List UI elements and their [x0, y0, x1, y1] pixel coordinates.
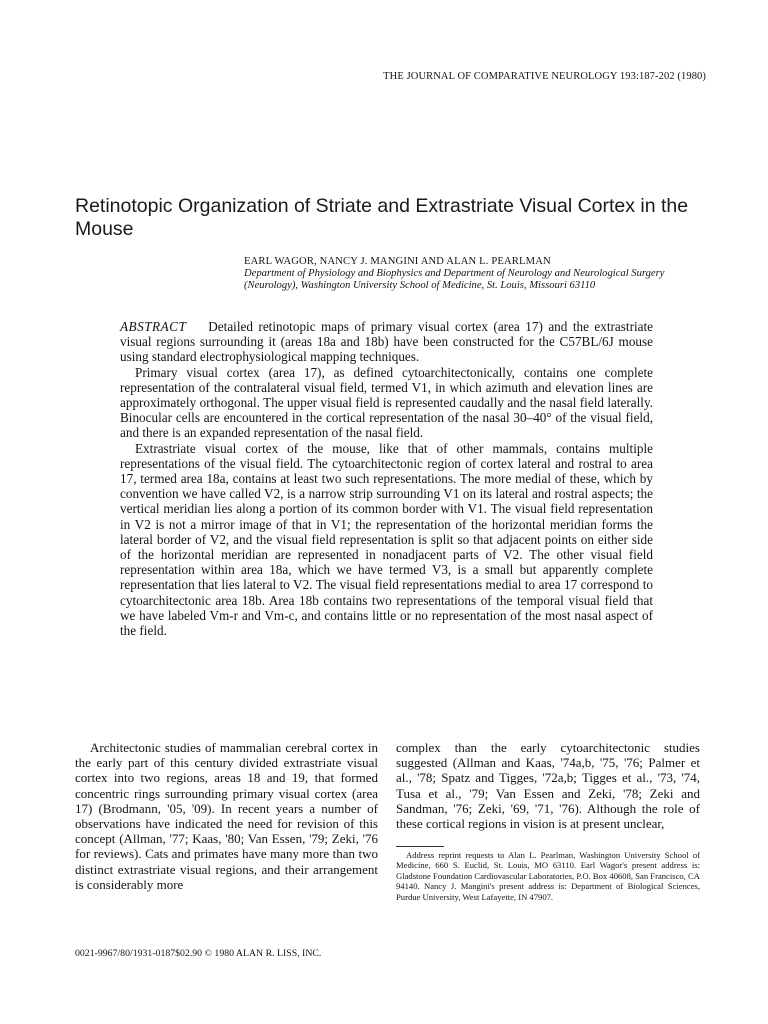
- author-list: EARL WAGOR, NANCY J. MANGINI AND ALAN L. PEARLMAN: [244, 256, 551, 267]
- footnote: [396, 850, 700, 902]
- journal-reference: THE JOURNAL OF COMPARATIVE NEUROLOGY 193:187-202 (1980): [383, 71, 706, 82]
- reprint-address-note: Address reprint requests to Alan L. Pearlman, Washington University School of Medicine, 660 S. Euclid, St. Louis, MO 63110. Earl Wagor's present address is: Gladstone Foundation Cardiovascular Laboratories, P.O. Box 40608, San Francisco, CA 94140. Nancy J. Mangini's present address is: Department of Biological Sciences, Purdue University, West Lafayette, IN 47907.: [396, 850, 700, 902]
- intro-paragraph: Architectonic studies of mammalian cerebral cortex in the early part of this century divided extrastriate visual cortex into two regions, areas 18 and 19, that formed concentric rings surrounding primary visual cortex (area 17) (Brodmann, '05, '09). In recent years a number of observations have indicated the need for revision of this concept (Allman, '77; Kaas, '80; Van Essen, '79; Zeki, '76 for reviews). Cats and primates have many more than two distinct extrastriate visual regions, and their arrangement is considerably more: [75, 740, 378, 892]
- abstract: [120, 319, 653, 638]
- abstract-paragraph-1: [120, 319, 653, 365]
- abstract-paragraph-3: Extrastriate visual cortex of the mouse, like that of other mammals, contains multiple representations of the visual field. The cytoarchitectonic region of cortex lateral and rostral to area 17, termed area 18a, contains at least two such representations. The more medial of these, which by convention we have called V2, is a narrow strip surrounding V1 on its lateral and rostral aspects; the vertical meridian lies along a portion of its common border with V1. The visual field representation in V2 is not a mirror image of that in V1; the representation of the horizontal meridian forms the lateral border of V2, and the visual field representation is split so that adjacent points on either side of the horizontal meridian are represented in nonadjacent parts of V2. The other visual field representation within area 18a, which we have termed V3, is a small but apparently complete representation that lies lateral to V2. The visual field representations medial to area 17 correspond to cytoarchitectonic area 18b. Area 18b contains two representations of the temporal visual field that we have labeled Vm-r and Vm-c, and contains little or no representation of the most nasal aspect of the field.: [120, 440, 653, 639]
- abstract-text-1: Detailed retinotopic maps of primary visual cortex (area 17) and the extrastriate visual regions surrounding it (areas 18a and 18b) have been constructed for the C57BL/6J mouse using standard electrophysiological mapping techniques.: [120, 319, 653, 365]
- author-affiliation: Department of Physiology and Biophysics and Department of Neurology and Neurological Surgery (Neurology), Washington University School of Medicine, St. Louis, Missouri 63110: [244, 268, 665, 291]
- intro-paragraph-continued: complex than the early cytoarchitectonic studies suggested (Allman and Kaas, '74a,b, '75, '76; Palmer et al., '78; Spatz and Tigges, '72a,b; Tigges et al., '73, '74, Tusa et al., '79; Van Essen and Zeki, '78; Zeki and Sandman, '76; Zeki, '69, '71, '76). Although the role of these cortical regions in vision is at present unclear,: [396, 740, 700, 832]
- abstract-paragraph-2: Primary visual cortex (area 17), as defined cytoarchitectonically, contains one complete representation of the contralateral visual field, termed V1, in which azimuth and elevation lines are approximately orthogonal. The upper visual field is represented caudally and the nasal field laterally. Binocular cells are encountered in the cortical representation of the nasal 30–40° of the visual field, and there is an expanded representation of the nasal field.: [120, 364, 653, 441]
- body-column-right: [396, 740, 700, 831]
- footnote-divider: [396, 846, 444, 847]
- body-column-left: [75, 740, 378, 892]
- copyright-line: 0021-9967/80/1931-0187$02.90 © 1980 ALAN R. LISS, INC.: [75, 948, 322, 959]
- abstract-label: ABSTRACT: [120, 319, 187, 334]
- article-title: Retinotopic Organization of Striate and Extrastriate Visual Cortex in the Mouse: [75, 195, 689, 240]
